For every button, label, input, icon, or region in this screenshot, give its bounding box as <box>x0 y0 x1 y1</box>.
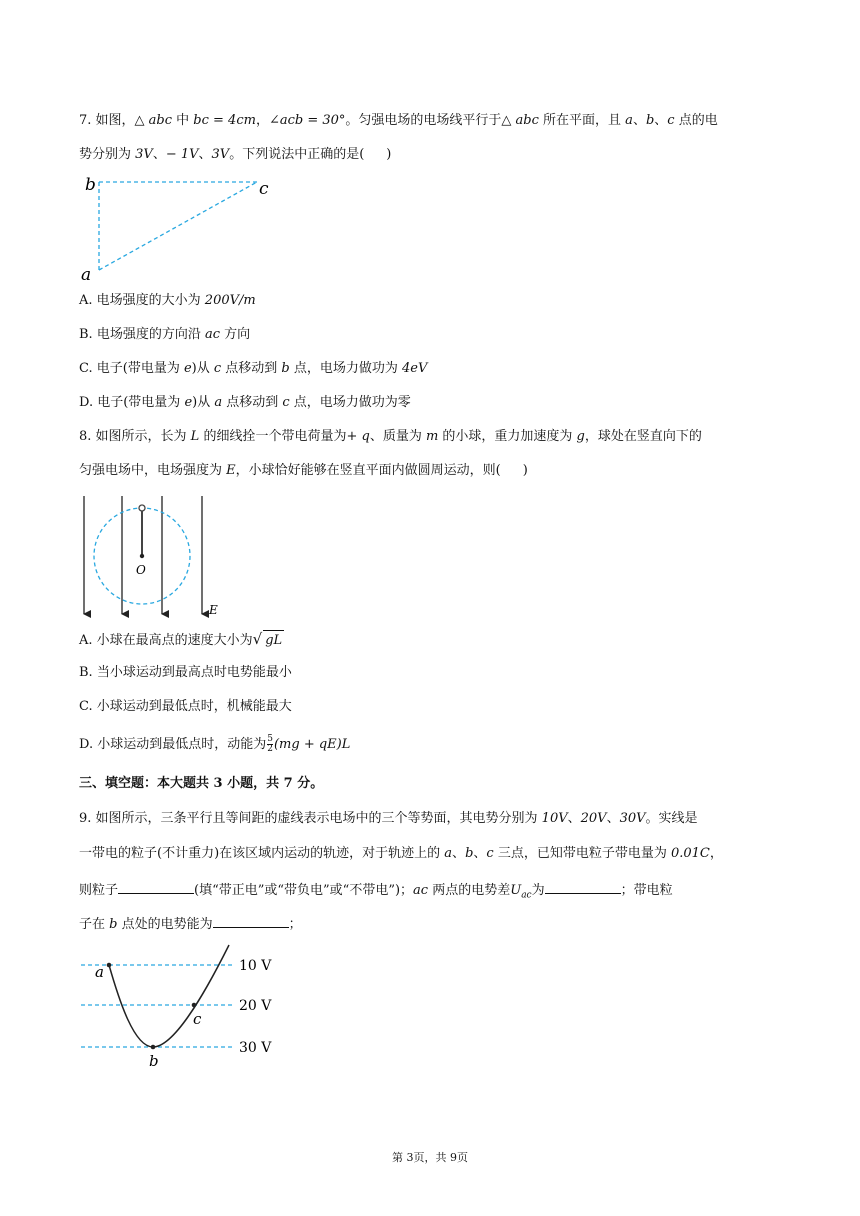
text: ； <box>288 917 302 932</box>
text: (填“带正电”或“带负电”或“不带电”)； <box>194 883 414 898</box>
text: 、 <box>198 147 212 162</box>
q7-option-c[interactable] <box>79 359 427 379</box>
math: △ abc <box>501 113 539 128</box>
math: 200V/m <box>204 293 256 308</box>
point-c <box>192 1003 197 1008</box>
text: 点，电场力做功为 <box>289 361 403 376</box>
math: b <box>465 846 474 861</box>
fill-blank-2[interactable] <box>545 879 621 894</box>
q7-option-b[interactable] <box>79 325 250 345</box>
q8-circle-figure <box>76 492 236 620</box>
vertex-a-label: a <box>81 265 92 284</box>
q8-stem-line2 <box>79 461 528 481</box>
math: bc = 4cm <box>193 113 256 128</box>
text: 点，电场力做功为零 <box>289 395 411 410</box>
math: c <box>282 395 290 410</box>
text: 、 <box>654 113 668 128</box>
text: 为 <box>531 883 545 898</box>
math: b <box>281 361 290 376</box>
q9-equipotential-figure <box>79 940 289 1072</box>
q8-option-b[interactable] <box>79 663 292 683</box>
q8-option-c[interactable] <box>79 697 292 717</box>
text: ，球处在竖直向下的 <box>584 429 702 444</box>
level-label-10v: 10 V <box>239 958 272 974</box>
math: 4eV <box>402 361 428 376</box>
text: 点的电 <box>674 113 718 128</box>
math: (mg + qE)L <box>273 737 351 752</box>
math: b <box>109 917 118 932</box>
center-point <box>140 554 144 558</box>
level-label-30v: 30 V <box>239 1040 272 1056</box>
text: ， <box>709 846 723 861</box>
q7-stem-line2 <box>79 145 391 165</box>
math: e <box>184 395 193 410</box>
math: U <box>510 883 522 898</box>
q7-option-d[interactable] <box>79 393 411 413</box>
text: 的细线拴一个带电荷量为 <box>199 429 347 444</box>
text: ，小球恰好能够在竖直平面内做圆周运动，则( <box>235 463 501 478</box>
fill-blank-1[interactable] <box>118 879 194 894</box>
math: m <box>425 429 439 444</box>
page-footer: 第 3页，共 9页 <box>392 1151 468 1164</box>
denominator: 2 <box>267 744 273 754</box>
label-b: b <box>149 1052 159 1070</box>
q9-stem-line2 <box>79 844 723 864</box>
text: 中 <box>172 113 194 128</box>
q7-number: 7. 如图， <box>79 113 135 128</box>
text: C. 电子(带电量为 <box>79 361 184 376</box>
math: 30V <box>619 811 646 826</box>
text: 所在平面，且 <box>538 113 626 128</box>
text: 。匀强电场的电场线平行于 <box>345 113 502 128</box>
math: E <box>226 463 236 478</box>
text: D. 电子(带电量为 <box>79 395 185 410</box>
math: gL <box>263 630 284 651</box>
text: 三点，已知带电粒子带电量为 <box>493 846 671 861</box>
text: 两点的电势差 <box>428 883 511 898</box>
point-a <box>107 963 112 968</box>
q8-stem-line1 <box>79 427 702 447</box>
vertex-c-label: c <box>259 179 269 199</box>
particle-trajectory <box>109 945 229 1047</box>
q8-option-a[interactable] <box>79 629 284 651</box>
text: C. 小球运动到最低点时，机械能最大 <box>79 699 292 714</box>
text: 、 <box>632 113 646 128</box>
numerator: 5 <box>267 734 273 744</box>
text: 、 <box>606 811 620 826</box>
q9-stem-line4 <box>79 913 302 935</box>
math: ac <box>204 327 220 342</box>
text: )从 <box>192 395 215 410</box>
q9-stem-line1 <box>79 809 698 829</box>
section-title: 三、填空题：本大题共 3 小题，共 7 分。 <box>79 776 324 791</box>
text: 匀强电场中，电场强度为 <box>79 463 227 478</box>
q7-stem-line1 <box>79 111 718 131</box>
math: ac <box>413 883 429 898</box>
math: 3V <box>211 147 230 162</box>
fraction <box>267 735 273 754</box>
text: 。下列说法中正确的是( <box>229 147 365 162</box>
text: D. 小球运动到最低点时，动能为 <box>79 737 267 752</box>
text: 、质量为 <box>369 429 426 444</box>
text: 、 <box>473 846 487 861</box>
q7-triangle-figure <box>79 172 279 284</box>
text: B. 电场强度的方向沿 <box>79 327 205 342</box>
math: c <box>667 113 675 128</box>
math: c <box>486 846 494 861</box>
text: ；带电粒 <box>620 883 673 898</box>
math: − 1V <box>165 147 199 162</box>
text: B. 当小球运动到最高点时电势能最小 <box>79 665 292 680</box>
text: 点移动到 <box>221 361 282 376</box>
math: 0.01C <box>670 846 710 861</box>
text: ) <box>522 463 528 478</box>
math: e <box>183 361 192 376</box>
q8-option-d[interactable] <box>79 735 350 755</box>
q9-stem-line3 <box>79 879 673 906</box>
q9-number: 9. 如图所示，三条平行且等间距的虚线表示电场中的三个等势面，其电势分别为 <box>79 811 542 826</box>
q7-option-a[interactable] <box>79 291 256 311</box>
subscript: ac <box>521 890 532 901</box>
text: A. 电场强度的大小为 <box>79 293 205 308</box>
text: )从 <box>191 361 214 376</box>
math: L <box>190 429 200 444</box>
text: 的小球，重力加速度为 <box>438 429 577 444</box>
math: 10V <box>541 811 568 826</box>
label-a: a <box>95 963 104 981</box>
text: 、 <box>567 811 581 826</box>
point-b <box>151 1045 156 1050</box>
math: a <box>214 395 223 410</box>
math: b <box>645 113 655 128</box>
field-label-e: E <box>209 603 218 617</box>
text: 点处的电势能为 <box>117 917 213 932</box>
text: 方向 <box>219 327 251 342</box>
level-label-20v: 20 V <box>239 998 272 1014</box>
math: g <box>576 429 585 444</box>
text: ， <box>255 113 269 128</box>
math: 20V <box>580 811 607 826</box>
q8-number: 8. 如图所示，长为 <box>79 429 191 444</box>
math: △ abc <box>134 113 173 128</box>
side-ac <box>99 182 257 270</box>
text: 子在 <box>79 917 110 932</box>
text: A. 小球在最高点的速度大小为 <box>79 633 253 648</box>
ball <box>139 505 145 511</box>
text: 势分别为 <box>79 147 136 162</box>
text: 一带电的粒子(不计重力)在该区域内运动的轨迹，对于轨迹上的 <box>79 846 445 861</box>
math: c <box>213 361 222 376</box>
text: 点移动到 <box>222 395 283 410</box>
text: 则粒子 <box>79 883 119 898</box>
sqrt-sign: √ <box>252 630 263 648</box>
math: a <box>444 846 453 861</box>
fill-blank-3[interactable] <box>213 913 289 928</box>
text: 。实线是 <box>645 811 698 826</box>
center-label-o: O <box>136 563 146 577</box>
math: a <box>625 113 633 128</box>
text: 、 <box>152 147 166 162</box>
math: + q <box>346 429 370 444</box>
math: ∠acb = 30° <box>268 113 346 128</box>
vertex-b-label: b <box>85 175 96 195</box>
text: 、 <box>452 846 466 861</box>
label-c: c <box>193 1010 202 1028</box>
math: 3V <box>135 147 153 162</box>
text: ) <box>386 147 392 162</box>
